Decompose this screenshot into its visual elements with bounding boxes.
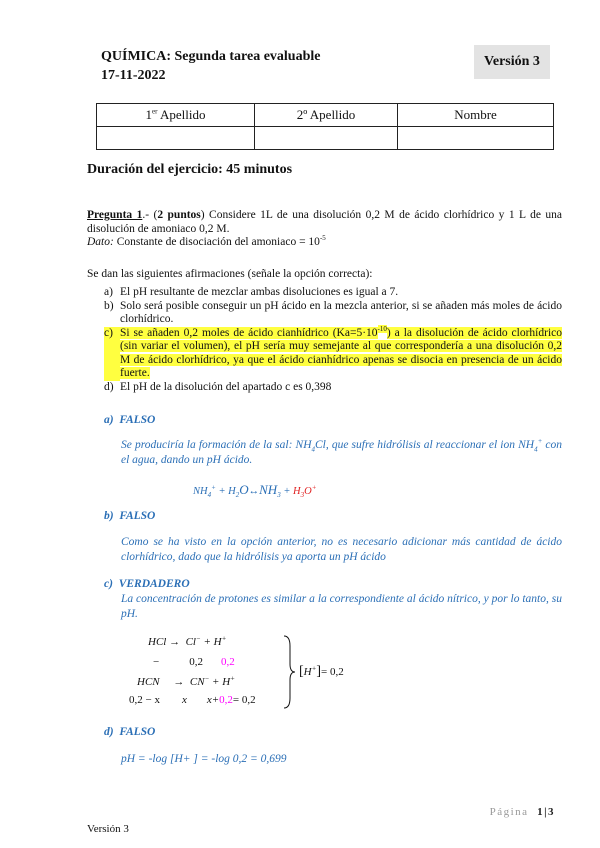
- answer-d-heading: d) FALSO: [104, 726, 156, 738]
- answer-a-explanation: Se produciría la formación de la sal: $NH_4Cl$, que sufre hidrólisis al reaccionar el ion $NH_4^+$ con el agua, dando un pH ácido.: [121, 437, 563, 466]
- name-table-header-row: [97, 104, 554, 127]
- option-b: b) Solo será posible conseguir un pH ácido en la mezcla anterior, si se añaden más moles de ácido clorhídrico.: [104, 299, 562, 325]
- answer-b-explanation: Como se ha visto en la opción anterior, no es necesario adicionar más cantidad de ácido clorhídrico, dado que la hidrólisis ya aporta un pH ácido: [121, 536, 562, 563]
- equilibrium-arrow-icon: ↔: [248, 486, 260, 497]
- page-number: Página 1|3: [489, 806, 555, 818]
- math-row-hcl: HCl → Cl− + H+: [148, 634, 227, 648]
- version-badge: Versión 3: [474, 45, 550, 79]
- options-list: [104, 286, 562, 394]
- second-surname-field[interactable]: [255, 127, 398, 150]
- math-row-hcn-conc: 0,2 − x x x+0,2= 0,2: [129, 694, 256, 706]
- answer-c-heading: c) VERDADERO: [104, 578, 190, 590]
- dato-text: Constante de disociación del amoniaco = 10: [113, 236, 320, 248]
- question-label: Pregunta 1: [87, 209, 143, 221]
- dato-label: Dato:: [87, 236, 114, 248]
- first-name-field[interactable]: [398, 127, 554, 150]
- answer-a-heading: a) FALSO: [104, 414, 156, 426]
- document-date: 17-11-2022: [101, 68, 166, 83]
- footer-version: Versión 3: [87, 823, 129, 835]
- header-second-surname: 2º Apellido: [255, 104, 398, 127]
- header-first-surname: 1er Apellido: [97, 104, 255, 127]
- right-brace-icon: [282, 634, 298, 710]
- math-row-hcn: HCN → CN− + H+: [137, 674, 235, 688]
- answer-b-heading: b) FALSO: [104, 510, 156, 522]
- answer-d-explanation: pH = -log [H+ ] = -log 0,2 = 0,699: [121, 753, 287, 765]
- option-c: c) Si se añaden 0,2 moles de ácido cianhídrico $(Ka=5\cdot 10^{-10})$ a la disolución de ácido clorhídrico (sin variar el volumen), el pH sería muy semejante al que correspondería a una disolución 0,2 M de ácido clorhídrico, ya que el ácido cianhídrico apenas se disocia en presencia de un ácido fuerte.: [104, 324, 563, 379]
- question-statement: Pregunta 1.- (2 puntos) Considere 1L de una disolución 0,2 M de ácido clorhídrico y 1 L de una disolución de amoniaco 0,2 M. Dato: Constante de disociación del amoniaco = $10^{-5}$: [87, 209, 562, 248]
- first-surname-field[interactable]: [97, 127, 255, 150]
- name-table-input-row: [97, 127, 554, 150]
- question-points: 2 puntos: [157, 209, 201, 221]
- exam-duration: Duración del ejercicio: 45 minutos: [87, 162, 293, 177]
- option-d: d) El pH de la disolución del apartado c es 0,398: [104, 380, 332, 393]
- document-title: QUÍMICA: Segunda tarea evaluable: [101, 49, 321, 64]
- options-intro: Se dan las siguientes afirmaciones (señale la opción correcta):: [87, 268, 373, 280]
- document-title-block: [101, 47, 320, 85]
- proton-concentration-result: [H+]= 0,2: [299, 664, 344, 679]
- option-a: a) El pH resultante de mezclar ambas disoluciones es igual a 7.: [104, 286, 399, 298]
- header-first-name: Nombre: [398, 104, 554, 127]
- question-text: ) Considere 1L de una disolución 0,2 M de ácido clorhídrico y 1 L de una disolución de amoniaco 0,2 M.: [87, 209, 562, 235]
- student-name-table: [96, 103, 554, 150]
- answer-c-explanation: La concentración de protones es similar a la correspondiente al ácido nítrico, y por lo tanto, su pH.: [121, 593, 562, 620]
- math-row-hcl-conc: − 0,2 0,2: [153, 656, 235, 668]
- hydrolysis-equation: $NH_4^+$ + $H_2O\leftrightarrow NH_3 + H_3O^+$: [193, 482, 317, 500]
